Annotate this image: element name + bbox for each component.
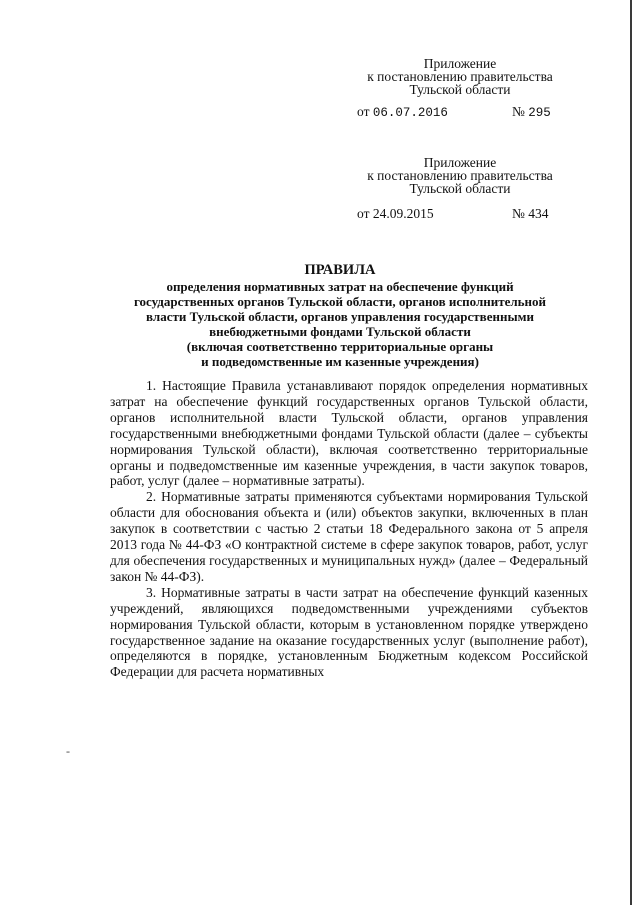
appendix-region-line: Тульской области: [409, 181, 511, 196]
title-line: и подведомственные им казенные учреждения): [201, 354, 479, 369]
document-title-block: [100, 262, 580, 369]
document-body: [110, 378, 588, 680]
date-prefix: от: [357, 206, 370, 221]
number-label: №: [512, 206, 525, 221]
appendix-resolution-line: к постановлению правительства: [367, 69, 553, 84]
appendix-header-original: [340, 156, 580, 195]
number-field: [512, 104, 551, 120]
paragraph-1: 1. Настоящие Правила устанавливают порядок определения нормативных затрат на обеспечение функций государственных органов Тульской области, органов исполнительной власти Тульской области, органов управления государственными внебюджетными фондами Тульской области (далее – субъекты нормирования Тульской области), включая соответственно территориальные органы и подведомственные им казенные учреждения, в части закупок товаров, работ, услуг (далее – нормативные затраты).: [110, 378, 588, 489]
appendix-label: Приложение: [423, 56, 497, 71]
title-line: определения нормативных затрат на обеспечение функций: [166, 279, 514, 294]
title-line: внебюджетными фондами Тульской области: [209, 324, 471, 339]
title-line: государственных органов Тульской области, органов исполнительной: [133, 294, 547, 309]
appendix-date-line-current: [357, 104, 557, 120]
appendix-region-line: Тульской области: [409, 82, 511, 97]
paragraph-3: 3. Нормативные затраты в части затрат на обеспечение функций казенных учреждений, являющихся подведомственными учреждениями субъектов нормирования Тульской области, которым в установленном порядке утверждено государственное задание на оказание государственных услуг (выполнение работ), определяются в порядке, установленным Бюджетным кодексом Российской Федерации для расчета нормативных: [110, 584, 588, 680]
appendix-label: Приложение: [423, 155, 497, 170]
number-label: №: [512, 104, 525, 119]
document-title: ПРАВИЛА: [304, 262, 376, 278]
date-value: 24.09.2015: [372, 206, 434, 221]
number-value: 295: [528, 106, 551, 120]
date-prefix: от: [357, 104, 370, 119]
margin-mark: -: [66, 744, 70, 758]
appendix-header-current: [340, 57, 580, 96]
paragraph-2: 2. Нормативные затраты применяются субъектами нормирования Тульской области для обоснования объекта и (или) объектов закупки, включенных в план закупок в соответствии с частью 2 статьи 18 Федерального закона от 5 апреля 2013 года № 44-ФЗ «О контрактной системе в сфере закупок товаров, работ, услуг для обеспечения государственных и муниципальных нужд» (далее – Федеральный закон № 44-ФЗ).: [110, 489, 588, 584]
appendix-resolution-line: к постановлению правительства: [367, 168, 553, 183]
number-field: [512, 206, 549, 222]
appendix-date-line-original: [357, 206, 557, 222]
number-value: 434: [528, 206, 549, 221]
scan-edge-line: [630, 0, 632, 905]
title-line: (включая соответственно территориальные органы: [186, 339, 494, 354]
title-line: власти Тульской области, органов управления государственными: [146, 309, 534, 324]
date-value: 06.07.2016: [372, 106, 448, 120]
